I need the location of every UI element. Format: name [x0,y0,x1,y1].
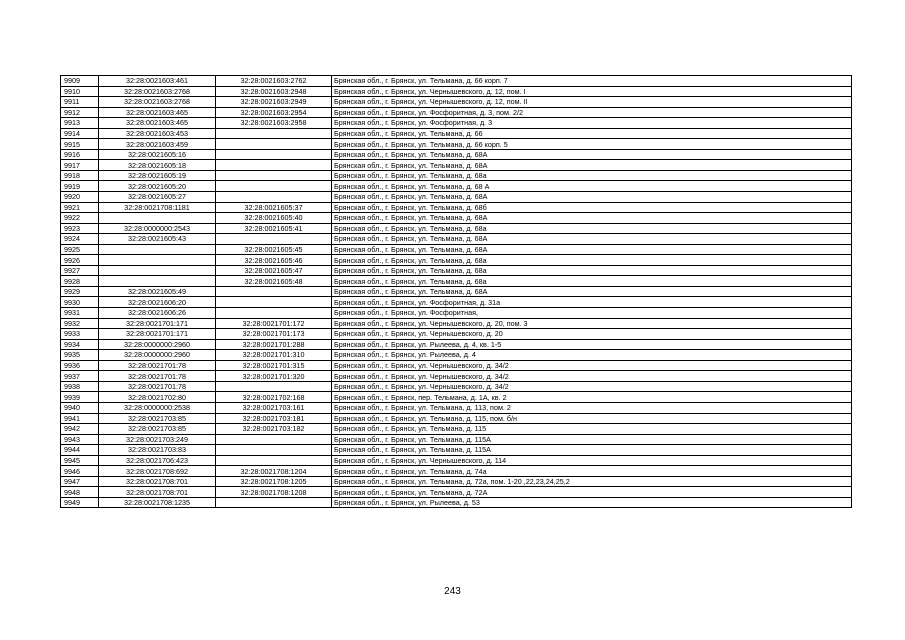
table-row [61,192,852,203]
table-row [61,455,852,466]
cadastral-number-cell [216,308,332,319]
row-number-cell: 9913 [61,118,99,129]
cadastral-number-cell: 32:28:0021701:172 [216,318,332,329]
cadastral-number-cell [216,139,332,150]
row-number-cell: 9938 [61,381,99,392]
table-row [61,392,852,403]
cadastral-number-cell [216,455,332,466]
cadastral-table [60,75,852,508]
table-row [61,223,852,234]
parent-cadastral-number-cell: 32:28:0021606:26 [99,308,216,319]
parent-cadastral-number-cell: 32:28:0000000:2543 [99,223,216,234]
table-row [61,255,852,266]
table-row [61,244,852,255]
address-cell: Брянская обл., г. Брянск, ул. Тельмана, д. 68 А [332,181,852,192]
table-row [61,202,852,213]
parent-cadastral-number-cell: 32:28:0021603:459 [99,139,216,150]
address-cell: Брянская обл., г. Брянск, ул. Тельмана, д. 72А [332,487,852,498]
address-cell: Брянская обл., г. Брянск, ул. Тельмана, д. 68а [332,255,852,266]
parent-cadastral-number-cell: 32:28:0021708:692 [99,466,216,477]
row-number-cell: 9945 [61,455,99,466]
parent-cadastral-number-cell [99,213,216,224]
address-cell: Брянская обл., г. Брянск, пер. Тельмана, д. 1А, кв. 2 [332,392,852,403]
table-row [61,381,852,392]
parent-cadastral-number-cell: 32:28:0021605:20 [99,181,216,192]
table-row [61,128,852,139]
cadastral-number-cell [216,445,332,456]
row-number-cell: 9940 [61,402,99,413]
parent-cadastral-number-cell: 32:28:0021605:18 [99,160,216,171]
parent-cadastral-number-cell: 32:28:0021706:423 [99,455,216,466]
row-number-cell: 9919 [61,181,99,192]
parent-cadastral-number-cell: 32:28:0021605:43 [99,234,216,245]
parent-cadastral-number-cell: 32:28:0021603:461 [99,76,216,87]
parent-cadastral-number-cell: 32:28:0021703:83 [99,445,216,456]
parent-cadastral-number-cell: 32:28:0021603:2768 [99,97,216,108]
address-cell: Брянская обл., г. Брянск, ул. Тельмана, д. 68А [332,234,852,245]
table-row [61,234,852,245]
cadastral-number-cell: 32:28:0021605:47 [216,265,332,276]
table-row [61,86,852,97]
table-row [61,329,852,340]
parent-cadastral-number-cell: 32:28:0021702:80 [99,392,216,403]
parent-cadastral-number-cell: 32:28:0021708:1235 [99,497,216,508]
cadastral-number-cell: 32:28:0021701:315 [216,360,332,371]
row-number-cell: 9946 [61,466,99,477]
row-number-cell: 9941 [61,413,99,424]
parent-cadastral-number-cell: 32:28:0021701:171 [99,318,216,329]
address-cell: Брянская обл., г. Брянск, ул. Тельмана, д. 74а [332,466,852,477]
address-cell: Брянская обл., г. Брянск, ул. Фосфоритная, д. 3 [332,118,852,129]
table-row [61,497,852,508]
address-cell: Брянская обл., г. Брянск, ул. Тельмана, д. 68а [332,265,852,276]
parent-cadastral-number-cell [99,255,216,266]
row-number-cell: 9939 [61,392,99,403]
parent-cadastral-number-cell: 32:28:0021605:49 [99,286,216,297]
table-row [61,339,852,350]
row-number-cell: 9942 [61,424,99,435]
row-number-cell: 9935 [61,350,99,361]
address-cell: Брянская обл., г. Брянск, ул. Рылеева, д. 4 [332,350,852,361]
cadastral-number-cell: 32:28:0021701:320 [216,371,332,382]
row-number-cell: 9923 [61,223,99,234]
address-cell: Брянская обл., г. Брянск, ул. Тельмана, д. 68б [332,202,852,213]
table-row [61,413,852,424]
cadastral-number-cell: 32:28:0021605:46 [216,255,332,266]
cadastral-number-cell [216,497,332,508]
cadastral-number-cell: 32:28:0021605:48 [216,276,332,287]
table-row [61,170,852,181]
parent-cadastral-number-cell: 32:28:0000000:2960 [99,339,216,350]
cadastral-number-cell [216,234,332,245]
address-cell: Брянская обл., г. Брянск, ул. Чернышевского, д. 12, пом. II [332,97,852,108]
parent-cadastral-number-cell: 32:28:0021701:78 [99,360,216,371]
cadastral-number-cell: 32:28:0021701:310 [216,350,332,361]
cadastral-number-cell [216,381,332,392]
row-number-cell: 9944 [61,445,99,456]
cadastral-number-cell: 32:28:0021701:288 [216,339,332,350]
cadastral-number-cell [216,192,332,203]
cadastral-number-cell: 32:28:0021703:161 [216,402,332,413]
address-cell: Брянская обл., г. Брянск, ул. Чернышевского, д. 34/2 [332,381,852,392]
parent-cadastral-number-cell: 32:28:0021701:78 [99,381,216,392]
address-cell: Брянская обл., г. Брянск, ул. Тельмана, д. 68А [332,213,852,224]
row-number-cell: 9937 [61,371,99,382]
cadastral-number-cell: 32:28:0021605:40 [216,213,332,224]
cadastral-number-cell: 32:28:0021708:1204 [216,466,332,477]
row-number-cell: 9911 [61,97,99,108]
cadastral-number-cell: 32:28:0021605:41 [216,223,332,234]
row-number-cell: 9921 [61,202,99,213]
cadastral-table-body [61,76,852,508]
cadastral-number-cell [216,128,332,139]
cadastral-number-cell: 32:28:0021603:2762 [216,76,332,87]
cadastral-number-cell [216,170,332,181]
table-row [61,286,852,297]
cadastral-number-cell: 32:28:0021603:2948 [216,86,332,97]
cadastral-number-cell: 32:28:0021702:168 [216,392,332,403]
cadastral-number-cell: 32:28:0021708:1208 [216,487,332,498]
parent-cadastral-number-cell: 32:28:0021701:78 [99,371,216,382]
parent-cadastral-number-cell: 32:28:0021603:2768 [99,86,216,97]
row-number-cell: 9949 [61,497,99,508]
table-row [61,402,852,413]
row-number-cell: 9948 [61,487,99,498]
parent-cadastral-number-cell [99,244,216,255]
parent-cadastral-number-cell: 32:28:0021603:453 [99,128,216,139]
parent-cadastral-number-cell [99,265,216,276]
row-number-cell: 9928 [61,276,99,287]
cadastral-number-cell [216,297,332,308]
address-cell: Брянская обл., г. Брянск, ул. Тельмана, д. 68а [332,276,852,287]
address-cell: Брянская обл., г. Брянск, ул. Чернышевского, д. 20 [332,329,852,340]
table-row [61,139,852,150]
address-cell: Брянская обл., г. Брянск, ул. Тельмана, д. 115А [332,434,852,445]
cadastral-number-cell: 32:28:0021603:2954 [216,107,332,118]
parent-cadastral-number-cell: 32:28:0021703:249 [99,434,216,445]
row-number-cell: 9931 [61,308,99,319]
page-number: 243 [444,586,461,597]
parent-cadastral-number-cell: 32:28:0021701:171 [99,329,216,340]
table-row [61,149,852,160]
cadastral-number-cell [216,434,332,445]
table-row [61,445,852,456]
address-cell: Брянская обл., г. Брянск, ул. Фосфоритная, д. 3, пом. 2/2 [332,107,852,118]
row-number-cell: 9916 [61,149,99,160]
address-cell: Брянская обл., г. Брянск, ул. Фосфоритная, [332,308,852,319]
table-row [61,213,852,224]
address-cell: Брянская обл., г. Брянск, ул. Тельмана, д. 68а [332,170,852,181]
parent-cadastral-number-cell: 32:28:0021703:85 [99,413,216,424]
row-number-cell: 9927 [61,265,99,276]
row-number-cell: 9925 [61,244,99,255]
row-number-cell: 9918 [61,170,99,181]
cadastral-number-cell: 32:28:0021605:45 [216,244,332,255]
cadastral-number-cell [216,149,332,160]
row-number-cell: 9912 [61,107,99,118]
row-number-cell: 9934 [61,339,99,350]
address-cell: Брянская обл., г. Брянск, ул. Тельмана, д. 115, пом. б/н [332,413,852,424]
table-row [61,350,852,361]
address-cell: Брянская обл., г. Брянск, ул. Тельмана, д. 68А [332,192,852,203]
address-cell: Брянская обл., г. Брянск, ул. Тельмана, д. 115А [332,445,852,456]
parent-cadastral-number-cell: 32:28:0021708:701 [99,476,216,487]
table-row [61,308,852,319]
parent-cadastral-number-cell: 32:28:0021605:27 [99,192,216,203]
row-number-cell: 9933 [61,329,99,340]
cadastral-number-cell: 32:28:0021605:37 [216,202,332,213]
cadastral-number-cell: 32:28:0021708:1205 [216,476,332,487]
row-number-cell: 9924 [61,234,99,245]
cadastral-number-cell [216,181,332,192]
address-cell: Брянская обл., г. Брянск, ул. Рылеева, д. 53 [332,497,852,508]
address-cell: Брянская обл., г. Брянск, ул. Тельмана, д. 66 корп. 5 [332,139,852,150]
row-number-cell: 9914 [61,128,99,139]
address-cell: Брянская обл., г. Брянск, ул. Тельмана, д. 115 [332,424,852,435]
table-row [61,434,852,445]
row-number-cell: 9936 [61,360,99,371]
table-row [61,487,852,498]
address-cell: Брянская обл., г. Брянск, ул. Тельмана, д. 66 корп. 7 [332,76,852,87]
parent-cadastral-number-cell: 32:28:0021708:701 [99,487,216,498]
address-cell: Брянская обл., г. Брянск, ул. Тельмана, д. 68а [332,223,852,234]
table-row [61,371,852,382]
address-cell: Брянская обл., г. Брянск, ул. Рылеева, д. 4, кв. 1-5 [332,339,852,350]
address-cell: Брянская обл., г. Брянск, ул. Тельмана, д. 68А [332,286,852,297]
address-cell: Брянская обл., г. Брянск, ул. Чернышевского, д. 114 [332,455,852,466]
address-cell: Брянская обл., г. Брянск, ул. Тельмана, д. 68А [332,244,852,255]
row-number-cell: 9929 [61,286,99,297]
row-number-cell: 9910 [61,86,99,97]
table-row [61,318,852,329]
address-cell: Брянская обл., г. Брянск, ул. Фосфоритная, д. 31а [332,297,852,308]
address-cell: Брянская обл., г. Брянск, ул. Тельмана, д. 68А [332,160,852,171]
parent-cadastral-number-cell [99,276,216,287]
address-cell: Брянская обл., г. Брянск, ул. Тельмана, д. 66 [332,128,852,139]
table-row [61,160,852,171]
address-cell: Брянская обл., г. Брянск, ул. Чернышевского, д. 20, пом. 3 [332,318,852,329]
table-row [61,118,852,129]
row-number-cell: 9926 [61,255,99,266]
address-cell: Брянская обл., г. Брянск, ул. Чернышевского, д. 34/2 [332,360,852,371]
address-cell: Брянская обл., г. Брянск, ул. Чернышевского, д. 34/2 [332,371,852,382]
parent-cadastral-number-cell: 32:28:0021606:20 [99,297,216,308]
row-number-cell: 9947 [61,476,99,487]
cadastral-number-cell: 32:28:0021603:2958 [216,118,332,129]
address-cell: Брянская обл., г. Брянск, ул. Тельмана, д. 72а, пом. 1-20 ,22,23,24,25,2 [332,476,852,487]
row-number-cell: 9909 [61,76,99,87]
parent-cadastral-number-cell: 32:28:0021605:16 [99,149,216,160]
table-row [61,360,852,371]
parent-cadastral-number-cell: 32:28:0000000:2538 [99,402,216,413]
table-row [61,476,852,487]
row-number-cell: 9917 [61,160,99,171]
table-row [61,97,852,108]
parent-cadastral-number-cell: 32:28:0021603:465 [99,118,216,129]
table-row [61,181,852,192]
address-cell: Брянская обл., г. Брянск, ул. Тельмана, д. 68А [332,149,852,160]
parent-cadastral-number-cell: 32:28:0000000:2960 [99,350,216,361]
cadastral-number-cell: 32:28:0021701:173 [216,329,332,340]
cadastral-number-cell: 32:28:0021703:181 [216,413,332,424]
row-number-cell: 9943 [61,434,99,445]
row-number-cell: 9930 [61,297,99,308]
row-number-cell: 9920 [61,192,99,203]
parent-cadastral-number-cell: 32:28:0021603:465 [99,107,216,118]
address-cell: Брянская обл., г. Брянск, ул. Чернышевского, д. 12, пом. I [332,86,852,97]
table-row [61,424,852,435]
row-number-cell: 9932 [61,318,99,329]
address-cell: Брянская обл., г. Брянск, ул. Тельмана, д. 113, пом. 2 [332,402,852,413]
table-row [61,276,852,287]
table-row [61,107,852,118]
table-row [61,265,852,276]
cadastral-number-cell: 32:28:0021703:182 [216,424,332,435]
parent-cadastral-number-cell: 32:28:0021708:1181 [99,202,216,213]
parent-cadastral-number-cell: 32:28:0021703:85 [99,424,216,435]
row-number-cell: 9922 [61,213,99,224]
parent-cadastral-number-cell: 32:28:0021605:19 [99,170,216,181]
cadastral-number-cell: 32:28:0021603:2949 [216,97,332,108]
cadastral-number-cell [216,160,332,171]
table-row [61,76,852,87]
table-row [61,297,852,308]
cadastral-number-cell [216,286,332,297]
table-row [61,466,852,477]
row-number-cell: 9915 [61,139,99,150]
